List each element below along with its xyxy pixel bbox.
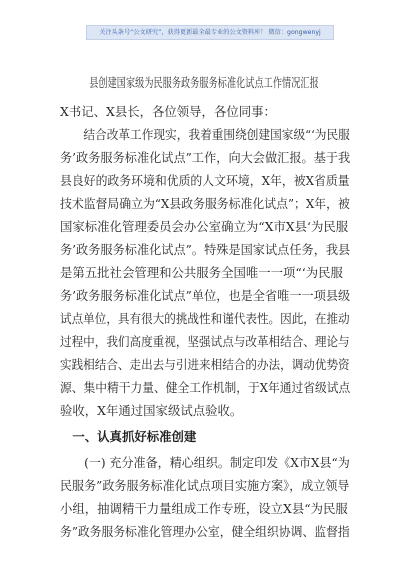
paragraph-line: 试点单位，具有很大的挑战性和谨代表性。因此，在推动 [60,311,350,326]
header-banner[interactable]: 关注头条号“公文研究”，获得更新最全最专业的公文资料库！ 微信：gongwenyj [86,25,334,40]
paragraph-line: 实践相结合、走出去与引进来相结合的办法，调动优势资 [60,357,350,372]
paragraph-line: 技术监督局确立为“X县政务服务标准化试点”；X年，被 [60,196,350,211]
paragraph-line: 过程中，我们高度重视，坚强试点与改革相结合、理论与 [60,334,350,349]
paragraph-line: 务’政务服务标准化试点”单位，也是全省唯一一项县级 [60,288,351,303]
paragraph-line: 民服务”政务服务标准化试点项目实施方案》，成立领导 [60,478,350,493]
paragraph-line: 是第五批社会管理和公共服务全国唯一一项“‘为民服 [60,265,343,280]
paragraph-line: 结合改革工作现实，我着重围绕创建国家级“‘为民服 [60,127,350,142]
paragraph-line: 验收，X年通过国家级试点验收。 [60,403,243,418]
section-heading: 一、认真抓好标准创建 [60,429,197,444]
paragraph-line: 务’政务服务标准化试点”。特殊是国家试点任务，我县 [60,242,351,257]
paragraph-line: 小组，抽调精干力量组成工作专班，设立X县“为民服 [60,501,348,516]
paragraph-line: 县良好的政务环境和优质的人文环境，X年，被X省质量 [60,173,350,188]
paragraph-line: (一) 充分准备，精心组织。制定印发《X市X县“为 [60,455,350,470]
salutation-line: X书记、X县长，各位领导，各位同事： [60,104,276,119]
document-title: 县创建国家级为民服务政务服务标准化试点工作情况汇报 [89,75,319,90]
paragraph-line: 务”政务服务标准化管理办公室，健全组织协调、监督指 [60,524,350,539]
paragraph-line: 源、集中精干力量、健全工作机制，于X年通过省级试点 [60,380,351,395]
paragraph-line: 务’政务服务标准化试点”工作，向大会做汇报。基于我 [60,150,351,165]
paragraph-line: 国家标准化管理委员会办公室确立为“X市X县‘为民服 [60,219,349,234]
